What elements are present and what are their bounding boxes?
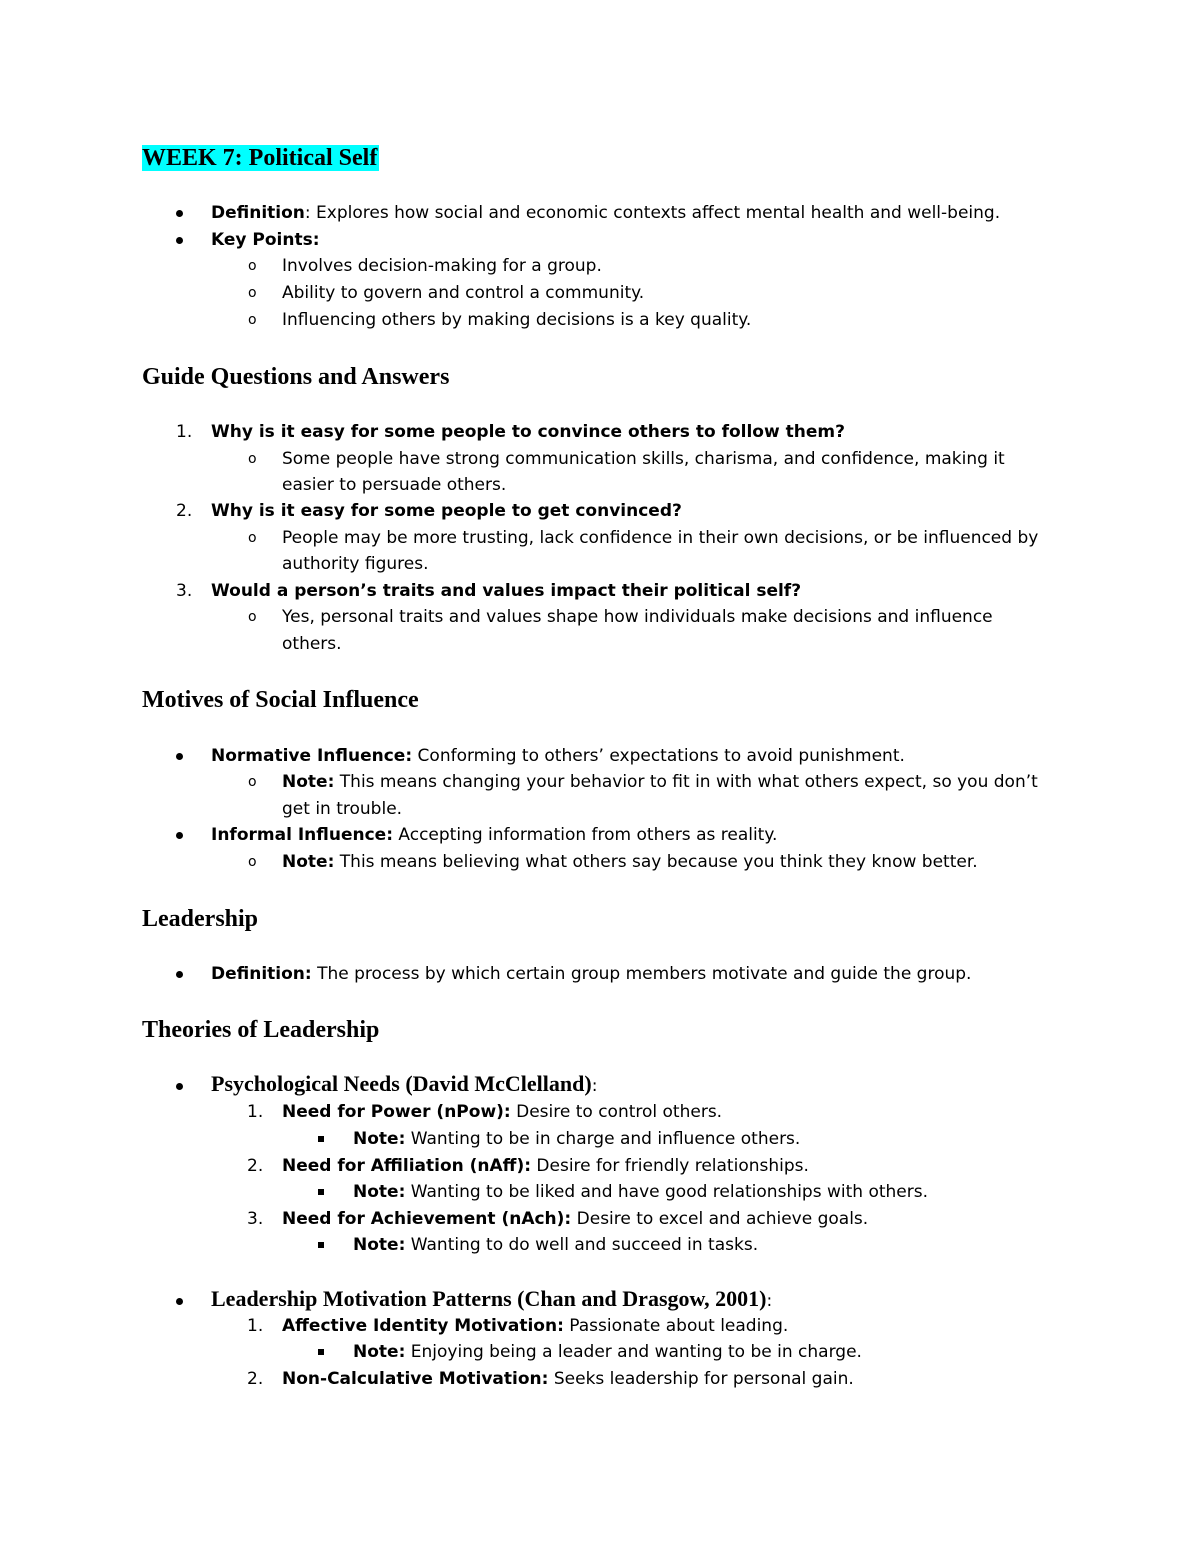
sub-bullet-marker: o bbox=[248, 774, 257, 790]
need-item bbox=[282, 1099, 722, 1125]
need-item bbox=[282, 1206, 868, 1232]
keypoint-item: Ability to govern and control a community. bbox=[282, 283, 645, 303]
need-text: Desire to excel and achieve goals. bbox=[571, 1209, 869, 1229]
sub-bullet-marker: o bbox=[248, 312, 257, 328]
square-bullet bbox=[318, 1349, 324, 1355]
need-text: Desire to control others. bbox=[510, 1102, 723, 1122]
note-text: Wanting to be liked and have good relationships with others. bbox=[405, 1182, 929, 1202]
bullet-dot bbox=[176, 971, 183, 978]
sub-bullet-marker: o bbox=[248, 530, 257, 546]
note-text: This means changing your behavior to fit in with what others expect, so you don’t bbox=[334, 772, 1038, 792]
list-number: 1. bbox=[247, 1316, 264, 1336]
bullet-dot bbox=[176, 832, 183, 839]
list-number: 2. bbox=[247, 1156, 264, 1176]
bullet-dot bbox=[176, 210, 183, 217]
definition-text: The process by which certain group members motivate and guide the group. bbox=[311, 964, 972, 984]
guide-answer-cont: authority figures. bbox=[282, 554, 429, 574]
note-text: Wanting to do well and succeed in tasks. bbox=[405, 1235, 759, 1255]
lmp-label: Affective Identity Motivation: bbox=[282, 1316, 564, 1336]
informal-text: Accepting information from others as reality. bbox=[393, 825, 778, 845]
title-highlight: WEEK 7: Political Self bbox=[142, 145, 378, 171]
need-note bbox=[353, 1232, 758, 1258]
guide-heading: Guide Questions and Answers bbox=[142, 364, 450, 390]
guide-question: Why is it easy for some people to convince others to follow them? bbox=[211, 422, 845, 442]
need-label: Need for Power (nPow): bbox=[282, 1102, 511, 1122]
guide-answer: Yes, personal traits and values shape how individuals make decisions and influence bbox=[282, 607, 993, 627]
lmp-item bbox=[282, 1313, 788, 1339]
colon: : bbox=[766, 1291, 773, 1311]
lmp-text: Seeks leadership for personal gain. bbox=[548, 1369, 854, 1389]
list-number: 1. bbox=[176, 422, 193, 442]
guide-question: Why is it easy for some people to get convinced? bbox=[211, 501, 682, 521]
guide-answer: Some people have strong communication skills, charisma, and confidence, making it bbox=[282, 449, 1005, 469]
sub-bullet-marker: o bbox=[248, 609, 257, 625]
need-label: Need for Achievement (nAch): bbox=[282, 1209, 572, 1229]
colon: : bbox=[591, 1076, 598, 1096]
lmp-item bbox=[282, 1366, 854, 1392]
need-note bbox=[353, 1179, 928, 1205]
keypoint-item: Influencing others by making decisions is a key quality. bbox=[282, 310, 752, 330]
note-label: Note: bbox=[282, 772, 335, 792]
sub-bullet-marker: o bbox=[248, 285, 257, 301]
sub-bullet-marker: o bbox=[248, 451, 257, 467]
informal-line bbox=[211, 822, 777, 848]
keypoint-item: Involves decision-making for a group. bbox=[282, 256, 602, 276]
normative-text: Conforming to others’ expectations to avoid punishment. bbox=[412, 746, 905, 766]
need-item bbox=[282, 1153, 809, 1179]
note-label: Note: bbox=[353, 1129, 406, 1149]
note-text: Enjoying being a leader and wanting to be in charge. bbox=[405, 1342, 862, 1362]
lmp-note bbox=[353, 1339, 862, 1365]
note-label: Note: bbox=[353, 1342, 406, 1362]
note-text: Wanting to be in charge and influence others. bbox=[405, 1129, 801, 1149]
need-label: Need for Affiliation (nAff): bbox=[282, 1156, 532, 1176]
need-text: Desire for friendly relationships. bbox=[531, 1156, 809, 1176]
square-bullet bbox=[318, 1136, 324, 1142]
leadership-definition bbox=[211, 961, 971, 987]
guide-question: Would a person’s traits and values impact their political self? bbox=[211, 581, 802, 601]
theories-heading: Theories of Leadership bbox=[142, 1017, 380, 1043]
normative-note bbox=[282, 769, 1038, 795]
list-number: 2. bbox=[247, 1369, 264, 1389]
note-label: Note: bbox=[353, 1235, 406, 1255]
definition-label: Definition bbox=[211, 203, 305, 223]
list-number: 3. bbox=[176, 581, 193, 601]
definition-label: Definition: bbox=[211, 964, 312, 984]
lmp-title-line bbox=[211, 1286, 772, 1314]
square-bullet bbox=[318, 1189, 324, 1195]
sub-bullet-marker: o bbox=[248, 854, 257, 870]
square-bullet bbox=[318, 1242, 324, 1248]
psych-needs-title-line bbox=[211, 1071, 597, 1099]
bullet-dot bbox=[176, 753, 183, 760]
normative-label: Normative Influence: bbox=[211, 746, 413, 766]
list-number: 1. bbox=[247, 1102, 264, 1122]
lmp-label: Non-Calculative Motivation: bbox=[282, 1369, 549, 1389]
informal-note bbox=[282, 849, 978, 875]
note-label: Note: bbox=[282, 852, 335, 872]
informal-label: Informal Influence: bbox=[211, 825, 393, 845]
guide-answer-cont: easier to persuade others. bbox=[282, 475, 507, 495]
note-text: This means believing what others say because you think they know better. bbox=[334, 852, 978, 872]
bullet-dot bbox=[176, 1083, 183, 1090]
page-title bbox=[142, 143, 379, 173]
motives-heading: Motives of Social Influence bbox=[142, 687, 419, 713]
lmp-title: Leadership Motivation Patterns (Chan and Drasgow, 2001) bbox=[211, 1286, 767, 1311]
note-label: Note: bbox=[353, 1182, 406, 1202]
keypoints-label: Key Points: bbox=[211, 230, 320, 250]
definition-text: : Explores how social and economic contexts affect mental health and well-being. bbox=[304, 203, 1001, 223]
list-number: 2. bbox=[176, 501, 193, 521]
normative-line bbox=[211, 743, 905, 769]
psych-needs-title: Psychological Needs (David McClelland) bbox=[211, 1071, 592, 1096]
guide-answer: People may be more trusting, lack confidence in their own decisions, or be influenced by bbox=[282, 528, 1039, 548]
leadership-heading: Leadership bbox=[142, 906, 259, 932]
lmp-text: Passionate about leading. bbox=[563, 1316, 789, 1336]
sub-bullet-marker: o bbox=[248, 258, 257, 274]
definition-line bbox=[211, 200, 1000, 226]
guide-answer-cont: others. bbox=[282, 634, 342, 654]
need-note bbox=[353, 1126, 800, 1152]
normative-note-cont: get in trouble. bbox=[282, 799, 403, 819]
bullet-dot bbox=[176, 1298, 183, 1305]
bullet-dot bbox=[176, 237, 183, 244]
list-number: 3. bbox=[247, 1209, 264, 1229]
